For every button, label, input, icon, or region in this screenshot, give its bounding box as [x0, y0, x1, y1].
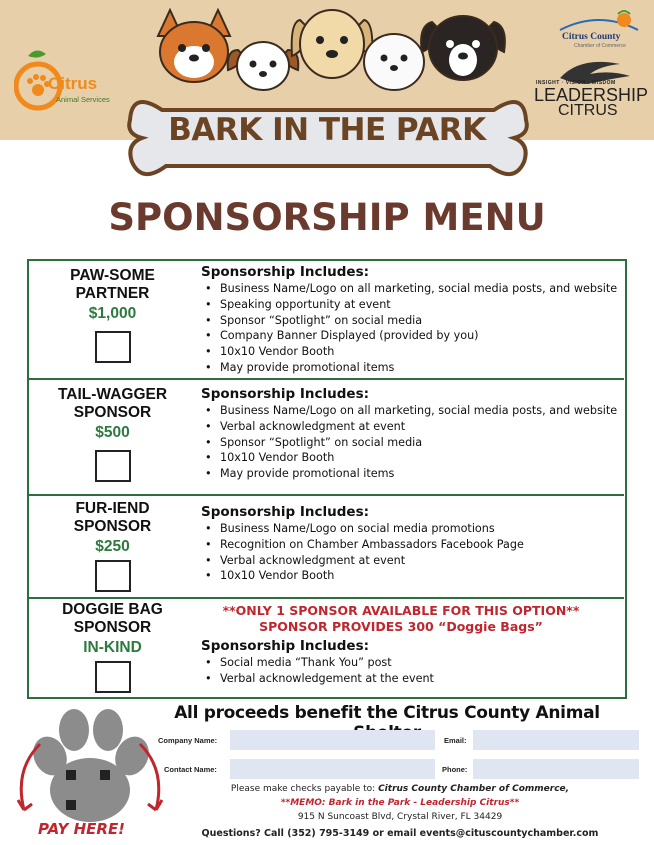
tier-price: IN-KIND — [83, 639, 142, 656]
chamber-logo-sub: Chamber of Commerce — [574, 43, 626, 49]
tier-name-line1: FUR-IEND — [75, 500, 150, 517]
list-item: • Social media “Thank You” post — [201, 655, 621, 671]
tier-paw-some-partner — [29, 261, 624, 380]
bernese-dog-icon — [421, 16, 505, 80]
list-item: • 10x10 Vendor Booth — [201, 450, 621, 466]
availability-note: **ONLY 1 SPONSOR AVAILABLE FOR THIS OPTION** — [222, 603, 580, 618]
list-item: • 10x10 Vendor Booth — [201, 344, 621, 360]
leadership-tagline: INSIGHT · VISION · WISDOM — [536, 80, 616, 86]
list-item: • 10x10 Vendor Booth — [201, 568, 621, 584]
contact-name-field[interactable] — [230, 759, 435, 779]
questions-contact-line: Questions? Call (352) 795-3149 or email events@cituscountychamber.com — [201, 828, 599, 839]
mailing-address: 915 N Suncoast Blvd, Crystal River, FL 34429 — [297, 812, 503, 822]
tier-name-line2: PARTNER — [75, 285, 150, 302]
proceeds-heading: All proceeds benefit the Citrus County Animal — [174, 703, 600, 723]
shiba-dog-icon — [158, 10, 230, 82]
list-item: • Sponsor “Spotlight” on social media — [201, 313, 621, 329]
tier-name-line2: SPONSOR — [73, 518, 152, 535]
includes-title: Sponsorship Includes: — [201, 504, 370, 520]
includes-title: Sponsorship Includes: — [201, 638, 370, 654]
tier-price: $500 — [95, 424, 130, 441]
list-item: • Company Banner Displayed (provided by you) — [201, 328, 621, 344]
tier-fur-iend-sponsor — [29, 496, 624, 599]
tier-name-line1: PAW-SOME — [70, 267, 155, 284]
tier-name-line1: TAIL-WAGGER — [57, 386, 168, 403]
email-label: Email: — [444, 736, 467, 745]
checks-payee: Citrus County Chamber of Commerce, — [378, 784, 570, 794]
list-item: • Verbal acknowledgment at event — [201, 419, 621, 435]
tier-header — [29, 267, 196, 363]
company-name-field[interactable] — [230, 730, 435, 750]
chamber-logo-name: Citrus County — [562, 32, 621, 42]
tier-details — [201, 386, 621, 482]
email-field[interactable] — [473, 730, 639, 750]
checks-prefix: Please make checks payable to: — [230, 784, 376, 794]
list-item: • Verbal acknowledgement at the event — [201, 671, 621, 687]
list-item: • Business Name/Logo on all marketing, social media posts, and website — [201, 403, 621, 419]
tier-checkbox[interactable] — [95, 560, 131, 592]
tier-header — [29, 386, 196, 482]
tier-details — [201, 504, 621, 584]
citrus-word: CITRUS — [558, 102, 618, 119]
sponsorship-tiers-table — [27, 259, 627, 699]
memo-line: **MEMO: Bark in the Park - Leadership Citrus** — [280, 798, 520, 808]
tier-header — [29, 601, 196, 693]
company-name-label: Company Name: — [158, 736, 218, 745]
pay-here-label: PAY HERE! — [38, 820, 126, 838]
includes-title: Sponsorship Includes: — [201, 386, 370, 402]
list-item: • Recognition on Chamber Ambassadors Facebook Page — [201, 537, 621, 553]
sponsorship-menu-title: SPONSORSHIP MENU — [108, 196, 546, 239]
list-item: • Speaking opportunity at event — [201, 297, 621, 313]
tier-name-line2: SPONSOR — [73, 619, 152, 636]
checks-payable-line — [170, 784, 630, 794]
benefits-list — [201, 403, 621, 482]
citrus-logo-name: Citrus — [48, 74, 98, 93]
tier-details — [201, 264, 621, 376]
tier-checkbox[interactable] — [95, 661, 131, 693]
list-item: • Verbal acknowledgment at event — [201, 553, 621, 569]
contact-name-label: Contact Name: — [164, 765, 217, 774]
benefits-list — [201, 521, 621, 584]
tier-name-line2: SPONSOR — [73, 404, 152, 421]
tier-tail-wagger-sponsor — [29, 380, 624, 496]
tier-price: $1,000 — [88, 305, 137, 322]
tier-details — [201, 603, 621, 687]
labrador-dog-icon — [292, 10, 373, 78]
list-item: • May provide promotional items — [201, 466, 621, 482]
list-item: • Business Name/Logo on all marketing, social media posts, and website — [201, 281, 621, 297]
tier-doggie-bag-sponsor — [29, 599, 624, 697]
event-title: BARK IN THE PARK — [168, 112, 486, 148]
benefits-list — [201, 655, 621, 687]
phone-field[interactable] — [473, 759, 639, 779]
leadership-word: LEADERSHIP — [534, 85, 649, 105]
tier-header — [29, 500, 196, 592]
list-item: • Business Name/Logo on social media promotions — [201, 521, 621, 537]
phone-label: Phone: — [442, 765, 468, 774]
provision-note: SPONSOR PROVIDES 300 “Doggie Bags” — [259, 619, 543, 634]
tier-price: $250 — [95, 538, 130, 555]
tier-checkbox[interactable] — [95, 331, 131, 363]
list-item: • May provide promotional items — [201, 360, 621, 376]
tier-checkbox[interactable] — [95, 450, 131, 482]
benefits-list — [201, 281, 621, 376]
citrus-logo-sub: Animal Services — [56, 95, 110, 104]
list-item: • Sponsor “Spotlight” on social media — [201, 435, 621, 451]
tier-name-line1: DOGGIE BAG — [62, 601, 163, 618]
includes-title: Sponsorship Includes: — [201, 264, 370, 280]
